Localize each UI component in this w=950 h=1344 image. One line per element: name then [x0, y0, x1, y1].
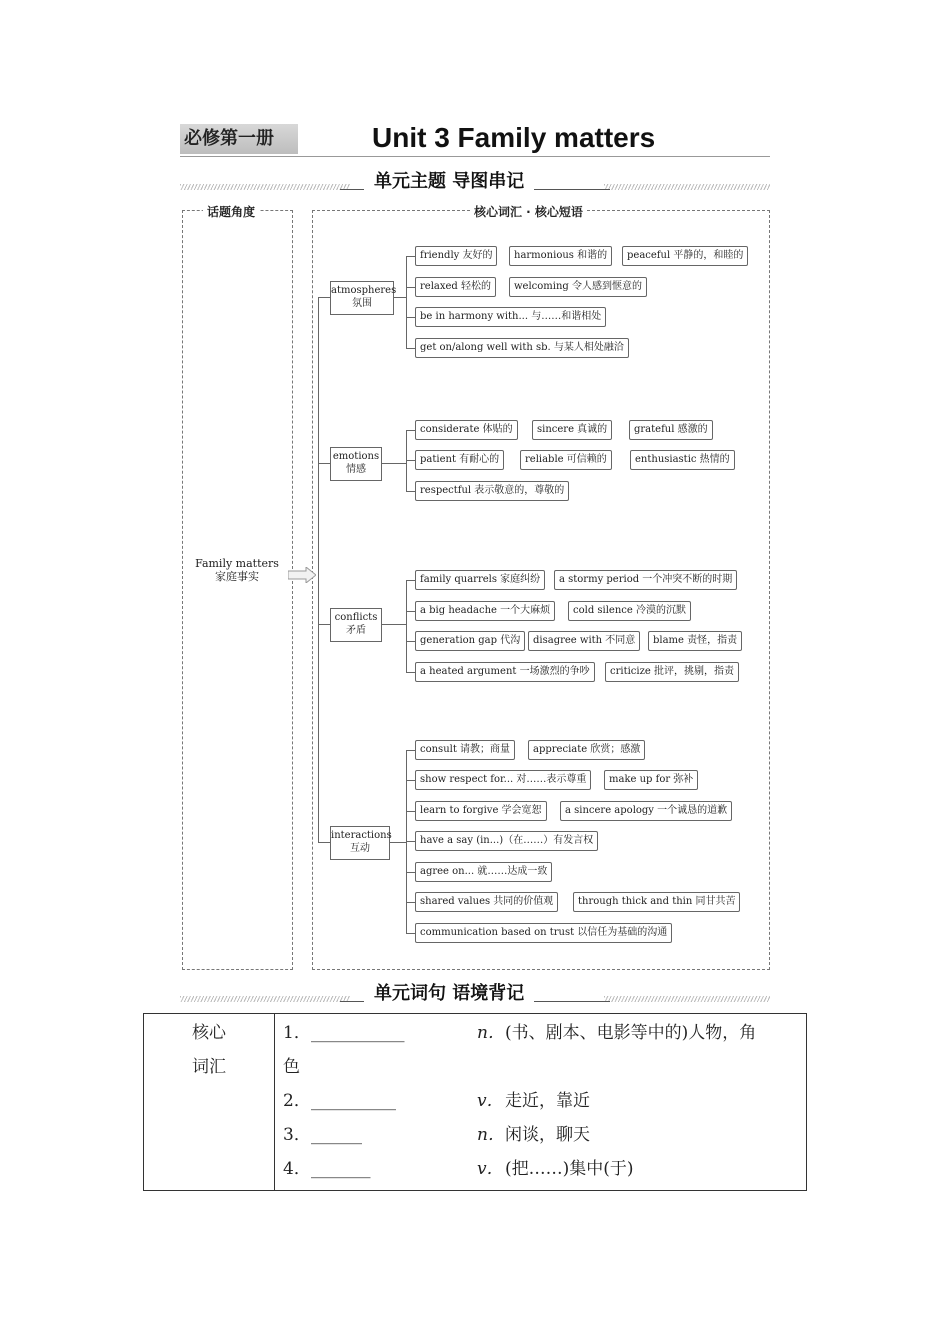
core-vocab-label: 核心词汇 · 核心短语 [470, 203, 587, 220]
term-chip: appreciate 欣赏；感激 [528, 740, 645, 760]
category-emotions [330, 447, 382, 481]
branch-spine [406, 256, 407, 348]
branch-line [406, 933, 415, 934]
branch-line [406, 872, 415, 873]
center-topic [186, 557, 288, 583]
category-label-en: interactions [331, 830, 392, 841]
term-chip: considerate 体贴的 [415, 420, 518, 440]
term-chip: disagree with 不同意 [528, 631, 640, 651]
vocab-table [143, 1013, 807, 1191]
book-volume-tag: 必修第一册 [180, 124, 298, 154]
unit-title: Unit 3 Family matters [372, 122, 656, 153]
branch-line [406, 287, 415, 288]
category-atmospheres [330, 281, 397, 315]
term-chip: criticize 批评，挑剔，指责 [605, 662, 739, 682]
item-meaning: (书、剧本、电影等中的)人物，角 [505, 1023, 757, 1043]
item-number: 3． [283, 1125, 311, 1145]
topic-angle-box [182, 210, 293, 970]
term-chip: a sincere apology 一个诚恳的道歉 [560, 801, 732, 821]
branch-line [406, 811, 415, 812]
section-title-theme: 单元主题 导图串记 [364, 167, 534, 193]
term-chip: respectful 表示敬意的，尊敬的 [415, 481, 569, 501]
item-meaning: (把……)集中(于) [505, 1159, 634, 1179]
vocab-item [283, 1016, 798, 1050]
term-chip: a big headache 一个大麻烦 [415, 601, 555, 621]
vocab-header-line2: 词汇 [192, 1057, 226, 1077]
vocab-item [283, 1152, 798, 1186]
branch-line [318, 463, 330, 464]
center-topic-en: Family matters [195, 557, 279, 570]
answer-blank[interactable]: __________ [311, 1091, 396, 1111]
main-spine [318, 297, 319, 842]
section-hatch-right [604, 996, 770, 1002]
term-chip: friendly 友好的 [415, 246, 497, 266]
category-label-zh: 互动 [350, 843, 370, 854]
branch-line [382, 624, 406, 625]
term-chip: through thick and thin 同甘共苦 [573, 892, 740, 912]
term-chip: relaxed 轻松的 [415, 277, 496, 297]
branch-line [406, 580, 415, 581]
answer-blank[interactable]: ______ [311, 1125, 362, 1145]
term-chip: harmonious 和谐的 [509, 246, 612, 266]
vocab-table-header [144, 1014, 275, 1191]
topic-angle-label: 话题角度 [203, 203, 259, 220]
term-chip: make up for 弥补 [604, 770, 698, 790]
item-number: 2． [283, 1091, 311, 1111]
item-number: 1． [283, 1023, 311, 1043]
term-chip: family quarrels 家庭纠纷 [415, 570, 545, 590]
term-chip: learn to forgive 学会宽恕 [415, 801, 547, 821]
part-of-speech: n． [477, 1125, 505, 1145]
term-chip: blame 责怪，指责 [648, 631, 742, 651]
branch-line [390, 842, 406, 843]
term-chip: consult 请教；商量 [415, 740, 515, 760]
category-label-en: emotions [332, 451, 380, 462]
category-label-zh: 矛盾 [346, 625, 366, 636]
branch-line [406, 317, 415, 318]
branch-line [406, 611, 415, 612]
part-of-speech: n． [477, 1023, 505, 1043]
section-hatch-left [180, 996, 350, 1002]
item-meaning: 走近，靠近 [505, 1091, 590, 1111]
term-chip: peaceful 平静的，和睦的 [622, 246, 748, 266]
branch-line [406, 780, 415, 781]
term-chip: communication based on trust 以信任为基础的沟通 [415, 923, 672, 943]
part-of-speech: v． [477, 1159, 504, 1179]
term-chip: be in harmony with... 与……和谐相处 [415, 307, 606, 327]
term-chip: grateful 感激的 [629, 420, 713, 440]
term-chip: reliable 可信赖的 [520, 450, 612, 470]
vocab-item [283, 1084, 798, 1118]
branch-line [318, 842, 330, 843]
term-chip: have a say (in...)（在……）有发言权 [415, 831, 598, 851]
term-chip: show respect for... 对……表示尊重 [415, 770, 591, 790]
branch-line [406, 430, 415, 431]
term-chip: sincere 真诚的 [532, 420, 612, 440]
category-label-en: atmospheres [331, 285, 397, 296]
item-meaning: 闲谈，聊天 [505, 1125, 590, 1145]
branch-line [406, 902, 415, 903]
category-label-zh: 情感 [346, 464, 366, 475]
vocab-item [283, 1118, 798, 1152]
category-label-en: conflicts [334, 612, 378, 623]
branch-line [382, 463, 406, 464]
branch-spine [406, 580, 407, 672]
category-label-zh: 氛围 [352, 298, 372, 309]
arrow-icon [288, 567, 316, 583]
term-chip: a stormy period 一个冲突不断的时期 [554, 570, 737, 590]
vocab-items [275, 1014, 807, 1191]
branch-line [406, 491, 415, 492]
branch-line [406, 460, 415, 461]
category-interactions [330, 826, 390, 860]
term-chip: agree on... 就……达成一致 [415, 862, 552, 882]
section-hatch-right [604, 184, 770, 190]
branch-line [318, 297, 330, 298]
category-conflicts [330, 608, 382, 642]
title-rule [180, 156, 770, 157]
item-number: 4． [283, 1159, 311, 1179]
branch-line [318, 624, 330, 625]
section-title-vocab: 单元词句 语境背记 [364, 979, 534, 1005]
term-chip: enthusiastic 热情的 [630, 450, 735, 470]
term-chip: shared values 共同的价值观 [415, 892, 558, 912]
term-chip: cold silence 冷漠的沉默 [568, 601, 691, 621]
center-topic-zh: 家庭事实 [215, 570, 259, 583]
section-hatch-left [180, 184, 350, 190]
branch-line [394, 297, 406, 298]
term-chip: welcoming 令人感到惬意的 [509, 277, 647, 297]
part-of-speech: v． [477, 1091, 504, 1111]
item-meaning-continued: 色 [283, 1057, 300, 1077]
branch-line [406, 841, 415, 842]
branch-line [406, 750, 415, 751]
branch-line [406, 641, 415, 642]
term-chip: patient 有耐心的 [415, 450, 504, 470]
branch-line [406, 348, 415, 349]
vocab-header-line1: 核心 [192, 1023, 226, 1043]
term-chip: generation gap 代沟 [415, 631, 525, 651]
branch-line [406, 256, 415, 257]
branch-line [406, 672, 415, 673]
term-chip: a heated argument 一场激烈的争吵 [415, 662, 595, 682]
term-chip: get on/along well with sb. 与某人相处融洽 [415, 338, 629, 358]
answer-blank[interactable]: ___________ [311, 1023, 405, 1043]
answer-blank[interactable]: _______ [311, 1159, 371, 1179]
